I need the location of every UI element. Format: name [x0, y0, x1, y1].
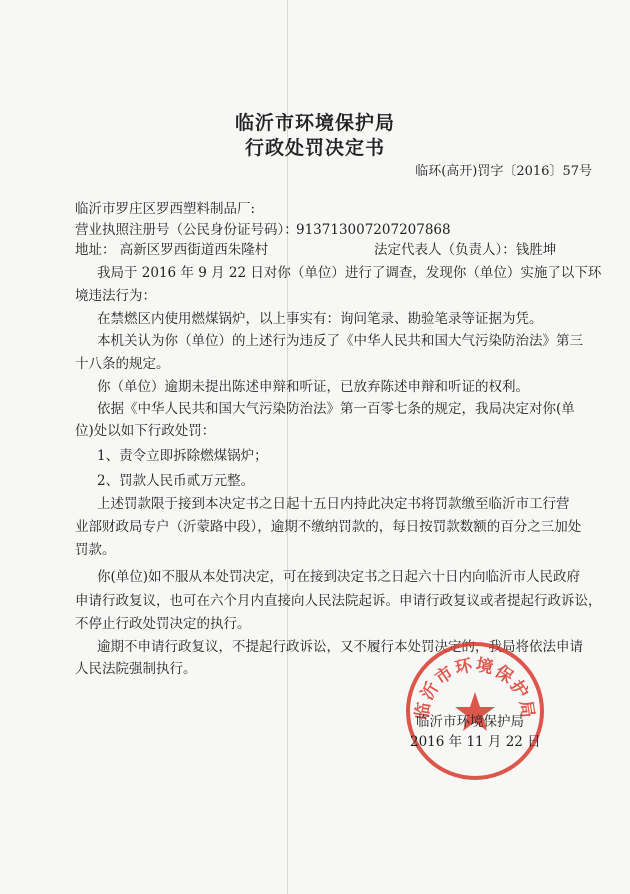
penalty-item: 2、罚款人民币贰万元整。	[97, 473, 255, 489]
party-name: 临沂市罗庄区罗西塑料制品厂:	[75, 201, 256, 217]
body-line: 在禁燃区内使用燃煤锅炉，以上事实有：询问笔录、勘验笔录等证据为凭。	[97, 311, 543, 327]
body-line: 依据《中华人民共和国大气污染防治法》第一百零七条的规定，我局决定对你(单	[97, 401, 575, 417]
party-address: 地址： 高新区罗西街道西朱隆村	[75, 242, 269, 258]
body-line: 你(单位)如不服从本处罚决定，可在接到决定书之日起六十日内向临沂市人民政府	[97, 569, 581, 585]
body-line: 你（单位）逾期未提出陈述申辩和听证，已放弃陈述申辩和听证的权利。	[97, 379, 529, 395]
body-line: 本机关认为你（单位）的上述行为违反了《中华人民共和国大气污染防治法》第三	[97, 333, 583, 349]
body-line: 不停止行政处罚决定的执行。	[75, 616, 251, 632]
signature-organization: 临沂市环境保护局	[416, 714, 524, 730]
penalty-item: 1、责令立即拆除燃煤锅炉；	[97, 448, 268, 464]
body-line: 业部财政局专户（沂蒙路中段），逾期不缴纳罚款的，每日按罚款数额的百分之三加处	[75, 519, 582, 535]
document-title: 行政处罚决定书	[244, 137, 385, 159]
signature-date: 2016 年 11 月 22 日	[410, 734, 541, 750]
seal-text: 临沂市环境保护局	[412, 655, 538, 721]
body-line: 十八条的规定。	[75, 356, 170, 372]
body-line: 位)处以如下行政处罚：	[75, 423, 216, 439]
reference-number: 临环(高开)罚字〔2016〕57号	[415, 164, 592, 179]
license-label: 营业执照注册号（公民身份证号码）：	[75, 222, 298, 238]
body-line: 上述罚款限于接到本决定书之日起十五日内持此决定书将罚款缴至临沂市工行营	[97, 496, 570, 512]
body-line: 逾期不申请行政复议，不提起行政诉讼，又不履行本处罚决定的，我局将依法申请	[97, 639, 583, 655]
body-line: 申请行政复议，也可在六个月内直接向人民法院起诉。申请行政复议或者提起行政诉讼，	[75, 593, 602, 609]
body-line: 人民法院强制执行。	[75, 661, 197, 677]
document-title-org: 临沂市环境保护局	[234, 112, 395, 134]
license-number: 913713007207207868	[296, 222, 451, 238]
body-line: 境违法行为：	[75, 288, 156, 304]
legal-representative: 法定代表人（负责人）：钱胜坤	[374, 242, 557, 258]
body-line: 罚款。	[75, 542, 116, 558]
body-line: 我局于 2016 年 9 月 22 日对你（单位）进行了调查，发现你（单位）实施了以下环	[97, 265, 602, 281]
